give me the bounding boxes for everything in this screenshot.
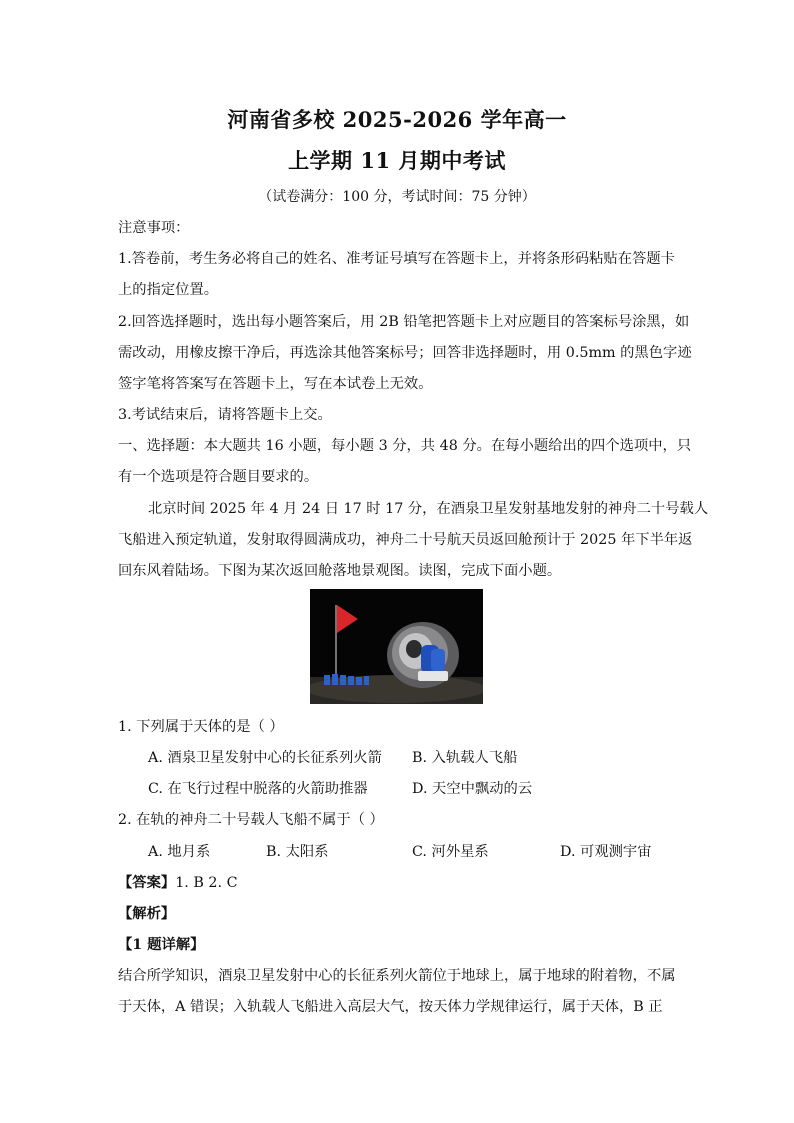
q2-stem: 2. 在轨的神舟二十号载人飞船不属于（ ） [118, 812, 384, 828]
notice-item1-line1: 1.答卷前，考生务必将自己的姓名、准考证号填写在答题卡上，并将条形码粘贴在答题卡 [118, 251, 675, 267]
notice-item2-line1: 2.回答选择题时，选出每小题答案后，用 2B 铅笔把答题卡上对应题目的答案标号涂黑，如 [118, 314, 690, 330]
capsule-landing-photo [310, 589, 483, 704]
analysis-line1: 结合所学知识，酒泉卫星发射中心的长征系列火箭位于地球上，属于地球的附着物，不属 [118, 968, 676, 984]
analysis-line2: 于天体，A 错误；入轨载人飞船进入高层大气，按天体力学规律运行，属于天体，B 正 [118, 999, 663, 1015]
section1-line2: 有一个选项是符合题目要求的。 [118, 469, 319, 485]
analysis-sub-label: 【1 题详解】 [118, 937, 205, 953]
passage-line3: 回东风着陆场。下图为某次返回舱落地景观图。读图，完成下面小题。 [118, 563, 562, 579]
notice-item2-line2: 需改动，用橡皮擦干净后，再选涂其他答案标号；回答非选择题时，用 0.5mm 的黑色字迹 [118, 345, 692, 361]
analysis-label: 【解析】 [118, 906, 176, 922]
q2-option-c: C. 河外星系 [412, 844, 489, 860]
q2-option-a: A. 地月系 [148, 844, 211, 860]
notice-item3: 3.考试结束后，请将答题卡上交。 [118, 407, 332, 423]
notice-item1-line2: 上的指定位置。 [118, 282, 219, 298]
answer-label: 【答案】 [118, 875, 176, 891]
passage-line1: 北京时间 2025 年 4 月 24 日 17 时 17 分，在酒泉卫星发射基地发射的神舟二十号载人 [148, 501, 709, 517]
exam-title-line1: 河南省多校 2025-2026 学年高一 [227, 107, 567, 132]
exam-title-line2: 上学期 11 月期中考试 [288, 148, 506, 173]
q1-option-a: A. 酒泉卫星发射中心的长征系列火箭 [148, 750, 382, 766]
notice-heading: 注意事项： [118, 220, 190, 236]
q1-option-c: C. 在飞行过程中脱落的火箭助推器 [148, 781, 368, 797]
answer-line [118, 873, 678, 893]
q1-option-d: D. 天空中飘动的云 [412, 781, 533, 797]
q1-option-b: B. 入轨载人飞船 [412, 750, 518, 766]
q2-option-d: D. 可观测宇宙 [560, 844, 652, 860]
passage-line2: 飞船进入预定轨道，发射取得圆满成功，神舟二十号航天员返回舱预计于 2025 年下半年返 [118, 532, 693, 548]
q1-stem: 1. 下列属于天体的是（ ） [118, 719, 284, 735]
exam-subtitle: （试卷满分：100 分，考试时间：75 分钟） [258, 189, 536, 205]
section1-line1: 一、选择题：本大题共 16 小题，每小题 3 分，共 48 分。在每小题给出的四个选项中，只 [118, 438, 692, 454]
notice-item2-line3: 签字笔将答案写在答题卡上，写在本试卷上无效。 [118, 376, 433, 392]
answer-text: 1. B 2. C [175, 875, 238, 891]
q2-option-b: B. 太阳系 [266, 844, 329, 860]
